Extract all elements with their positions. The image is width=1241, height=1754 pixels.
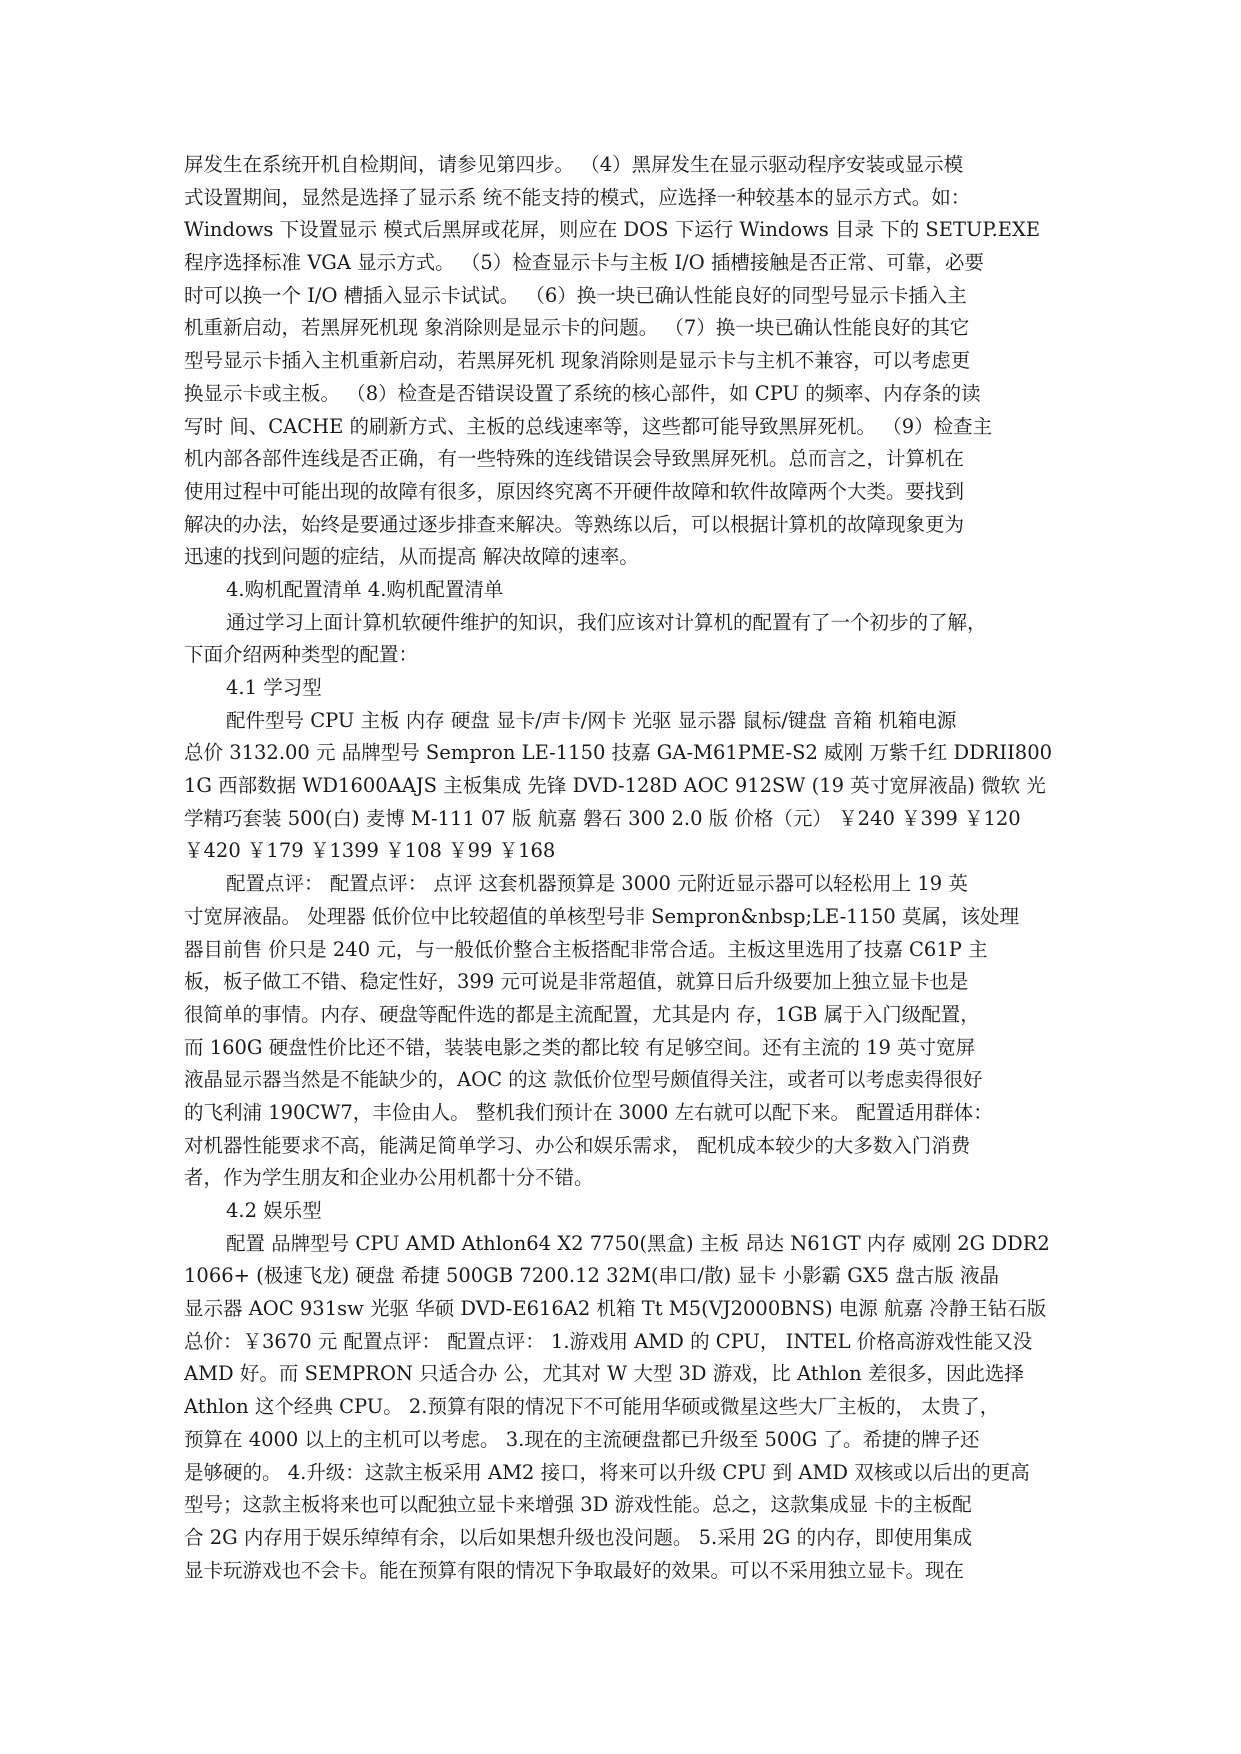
text-line: Athlon 这个经典 CPU。 2.预算有限的情况下不可能用华硕或微星这些大厂主板的， 太贵了， (184, 1395, 1000, 1419)
text-line: 的飞利浦 190CW7，丰俭由人。 整机我们预计在 3000 左右就可以配下来。 配置适用群体： (184, 1100, 993, 1124)
text-line: 预算在 4000 以上的主机可以考虑。 3.现在的主流硬盘都已升级至 500G 了。希捷的牌子还 (184, 1427, 980, 1451)
text-line: 4.2 娱乐型 (226, 1199, 322, 1222)
text-line: 迅速的找到问题的症结，从而提高 解决故障的速率。 (184, 545, 639, 569)
text-line: 解决的办法，始终是要通过逐步排查来解决。等熟练以后，可以根据计算机的故障现象更为 (184, 512, 965, 536)
text-line: 换显示卡或主板。 （8）检查是否错误设置了系统的核心部件，如 CPU 的频率、内存条的读 (184, 381, 981, 405)
text-line: 很简单的事情。内存、硬盘等配件选的都是主流配置，尤其是内 存，1GB 属于入门级配置， (184, 1002, 980, 1026)
text-line: 总价 3132.00 元 品牌型号 Sempron LE-1150 技嘉 GA-M61PME-S2 威刚 万紫千红 DDRII800 (184, 741, 1053, 765)
text-line: 对机器性能要求不高，能满足简单学习、办公和娱乐需求， 配机成本较少的大多数入门消费 (184, 1133, 971, 1157)
text-line: 下面介绍两种类型的配置： (184, 643, 419, 667)
text-line: 式设置期间，显然是选择了显示系 统不能支持的模式，应选择一种较基本的显示方式。如： (184, 185, 971, 209)
text-line: 使用过程中可能出现的故障有很多，原因终究离不开硬件故障和软件故障两个大类。要找到 (184, 479, 965, 503)
text-line: 显示器 AOC 931sw 光驱 华硕 DVD-E616A2 机箱 Tt M5(VJ2000BNS) 电源 航嘉 冷静王钻石版 (184, 1297, 1047, 1321)
text-line: 型号显示卡插入主机重新启动，若黑屏死机 现象消除则是显示卡与主机不兼容，可以考虑更 (184, 349, 971, 373)
text-line: 板，板子做工不错、稳定性好，399 元可说是非常超值，就算日后升级要加上独立显卡也是 (184, 970, 969, 994)
text-line: 学精巧套装 500(白) 麦博 M-111 07 版 航嘉 磐石 300 2.0 版 价格（元） ￥240 ￥399 ￥120 (184, 806, 1021, 830)
text-line: 总价：￥3670 元 配置点评： 配置点评： 1.游戏用 AMD 的 CPU， INTEL 价格高游戏性能又没 (184, 1329, 1033, 1353)
text-line: 是够硬的。 4.升级：这款主板采用 AM2 接口，将来可以升级 CPU 到 AMD 双核或以后出的更高 (184, 1460, 1030, 1484)
text-line: ￥420 ￥179 ￥1399 ￥108 ￥99 ￥168 (184, 839, 556, 863)
text-line: AMD 好。而 SEMPRON 只适合办 公，尤其对 W 大型 3D 游戏，比 Athlon 差很多，因此选择 (184, 1362, 1024, 1386)
text-line: 寸宽屏液晶。 处理器 低价位中比较超值的单核型号非 Sempron&nbsp;LE-1150 莫属，该处理 (184, 904, 1020, 928)
text-line: 屏发生在系统开机自检期间，请参见第四步。 （4）黑屏发生在显示驱动程序安装或显示模 (184, 153, 964, 176)
text-line: 型号；这款主板将来也可以配独立显卡来增强 3D 游戏性能。总之，这款集成显 卡的主板配 (184, 1493, 972, 1517)
text-line: 时可以换一个 I/O 槽插入显示卡试试。 （6）换一块已确认性能良好的同型号显示卡插入主 (184, 283, 967, 307)
text-line: 显卡玩游戏也不会卡。能在预算有限的情况下争取最好的效果。可以不采用独立显卡。现在 (184, 1558, 965, 1582)
text-line: 机内部各部件连线是否正确，有一些特殊的连线错误会导致黑屏死机。总而言之，计算机在 (184, 447, 965, 471)
text-line: 1066+ (极速飞龙) 硬盘 希捷 500GB 7200.12 32M(串口/散) 显卡 小影霸 GX5 盘古版 液晶 (184, 1264, 1000, 1288)
text-line: 机重新启动，若黑屏死机现 象消除则是显示卡的问题。 （7）换一块已确认性能良好的其它 (184, 316, 970, 340)
text-line: 程序选择标准 VGA 显示方式。 （5）检查显示卡与主板 I/O 插槽接触是否正常、可靠，必要 (184, 251, 984, 275)
text-line: Windows 下设置显示 模式后黑屏或花屏，则应在 DOS 下运行 Windows 目录 下的 SETUP.EXE (184, 218, 1041, 242)
text-line: 配件型号 CPU 主板 内存 硬盘 显卡/声卡/网卡 光驱 显示器 鼠标/键盘 音箱 机箱电源 (226, 708, 957, 732)
text-line: 液晶显示器当然是不能缺少的，AOC 的这 款低价位型号颇值得关注，或者可以考虑卖得很好 (184, 1068, 983, 1092)
text-line: 而 160G 硬盘性价比还不错，装装电影之类的都比较 有足够空间。还有主流的 19 英寸宽屏 (184, 1035, 976, 1059)
document-page (184, 149, 1056, 1587)
text-line: 合 2G 内存用于娱乐绰绰有余，以后如果想升级也没问题。 5.采用 2G 的内存，即使用集成 (184, 1525, 973, 1549)
text-line: 通过学习上面计算机软硬件维护的知识，我们应该对计算机的配置有了一个初步的了解， (226, 610, 987, 634)
text-line: 配置点评： 配置点评： 点评 这套机器预算是 3000 元附近显示器可以轻松用上 19 英 (226, 872, 968, 896)
text-line: 写时 间、CACHE 的刷新方式、主板的总线速率等，这些都可能导致黑屏死机。 （9）检查主 (184, 414, 993, 438)
text-line: 配置 品牌型号 CPU AMD Athlon64 X2 7750(黑盒) 主板 昂达 N61GT 内存 威刚 2G DDR2 (226, 1231, 1050, 1255)
text-line: 器目前售 价只是 240 元，与一般低价整合主板搭配非常合适。主板这里选用了技嘉 C61P 主 (184, 937, 988, 961)
text-line: 者，作为学生朋友和企业办公用机都十分不错。 (184, 1166, 594, 1190)
text-line: 4.购机配置清单 4.购机配置清单 (226, 577, 504, 601)
text-line: 1G 西部数据 WD1600AAJS 主板集成 先锋 DVD-128D AOC 912SW (19 英寸宽屏液晶) 微软 光 (184, 774, 1046, 798)
text-line: 4.1 学习型 (226, 676, 322, 699)
